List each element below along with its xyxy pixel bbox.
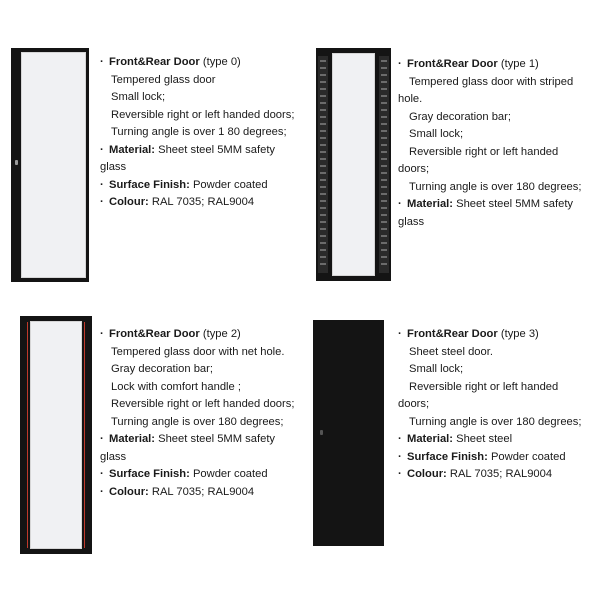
stripe-hole	[381, 137, 387, 139]
stripe-hole	[381, 158, 387, 160]
glass-panel	[30, 321, 82, 549]
stripe-hole	[320, 207, 326, 209]
stripe-hole	[320, 116, 326, 118]
stripe-hole	[320, 67, 326, 69]
stripe-hole	[320, 249, 326, 251]
stripe-hole	[381, 235, 387, 237]
stripe-hole	[320, 81, 326, 83]
spec-type0: · Front&Rear Door (type 0) Tempered glass door Small lock; Reversible right or left handed doors; Turning angle is over 1 80 degrees; · Material: Sheet steel 5MM safety glass · Surface Finish: Powder coated · Colour: RAL 7035; RAL9004	[100, 56, 295, 208]
stripe-hole	[381, 109, 387, 111]
stripe-hole	[320, 137, 326, 139]
stripe-hole	[320, 193, 326, 195]
stripe-hole	[320, 95, 326, 97]
lock-icon	[15, 160, 18, 165]
striped-bar-right	[379, 56, 389, 273]
stripe-hole	[381, 179, 387, 181]
stripe-hole	[381, 263, 387, 265]
stripe-hole	[381, 200, 387, 202]
stripe-hole	[320, 256, 326, 258]
stripe-hole	[381, 193, 387, 195]
decoration-bar-right	[84, 322, 85, 548]
stripe-hole	[381, 130, 387, 132]
stripe-hole	[381, 95, 387, 97]
stripe-hole	[381, 151, 387, 153]
stripe-hole	[381, 207, 387, 209]
stripe-hole	[320, 165, 326, 167]
spec-type1: · Front&Rear Door (type 1) Tempered glass door with striped hole. Gray decoration bar; Small lock; Reversible right or left handed doors; Turning angle is over 180 degrees; · Material: Sheet steel 5MM safety glass	[398, 58, 582, 228]
lock-icon	[320, 430, 323, 435]
spec-type3: · Front&Rear Door (type 3) Sheet steel door. Small lock; Reversible right or left handed doors; Turning angle is over 180 degrees; · Material: Sheet steel · Surface Finish: Powder coated · Colour: RAL 7035; RAL9004	[398, 328, 582, 480]
stripe-hole	[381, 172, 387, 174]
stripe-hole	[320, 151, 326, 153]
stripe-hole	[320, 214, 326, 216]
decoration-bar-left	[27, 322, 28, 548]
stripe-hole	[320, 144, 326, 146]
door-type0-image	[11, 48, 89, 282]
stripe-hole	[381, 214, 387, 216]
stripe-hole	[381, 60, 387, 62]
stripe-hole	[381, 242, 387, 244]
stripe-hole	[320, 186, 326, 188]
stripe-hole	[320, 158, 326, 160]
stripe-hole	[320, 130, 326, 132]
stripe-hole	[320, 228, 326, 230]
stripe-hole	[320, 221, 326, 223]
stripe-hole	[381, 116, 387, 118]
door-type1-image	[316, 48, 391, 281]
stripe-hole	[320, 74, 326, 76]
stripe-hole	[320, 123, 326, 125]
stripe-hole	[381, 67, 387, 69]
stripe-hole	[381, 186, 387, 188]
stripe-hole	[320, 235, 326, 237]
stripe-hole	[381, 74, 387, 76]
stripe-hole	[381, 81, 387, 83]
stripe-hole	[320, 102, 326, 104]
stripe-hole	[320, 88, 326, 90]
stripe-hole	[320, 109, 326, 111]
spec-type2: · Front&Rear Door (type 2) Tempered glass door with net hole. Gray decoration bar; Lock with comfort handle ; Reversible right or left handed doors; Turning angle is over 180 degrees; · Material: Sheet steel 5MM safety glass · Surface Finish: Powder coated · Colour: RAL 7035; RAL9004	[100, 328, 295, 498]
stripe-hole	[381, 123, 387, 125]
stripe-hole	[381, 249, 387, 251]
door-type3-image	[313, 320, 384, 546]
stripe-hole	[381, 144, 387, 146]
door-frame	[313, 320, 384, 546]
stripe-hole	[381, 165, 387, 167]
glass-panel	[332, 53, 375, 276]
stripe-hole	[381, 88, 387, 90]
stripe-hole	[320, 60, 326, 62]
stripe-hole	[320, 200, 326, 202]
striped-bar-left	[318, 56, 328, 273]
stripe-hole	[381, 256, 387, 258]
stripe-hole	[381, 228, 387, 230]
stripe-hole	[320, 263, 326, 265]
glass-panel	[21, 52, 86, 278]
stripe-hole	[320, 242, 326, 244]
door-type2-image	[20, 316, 92, 554]
stripe-hole	[320, 179, 326, 181]
stripe-hole	[381, 221, 387, 223]
stripe-hole	[381, 102, 387, 104]
stripe-hole	[320, 172, 326, 174]
